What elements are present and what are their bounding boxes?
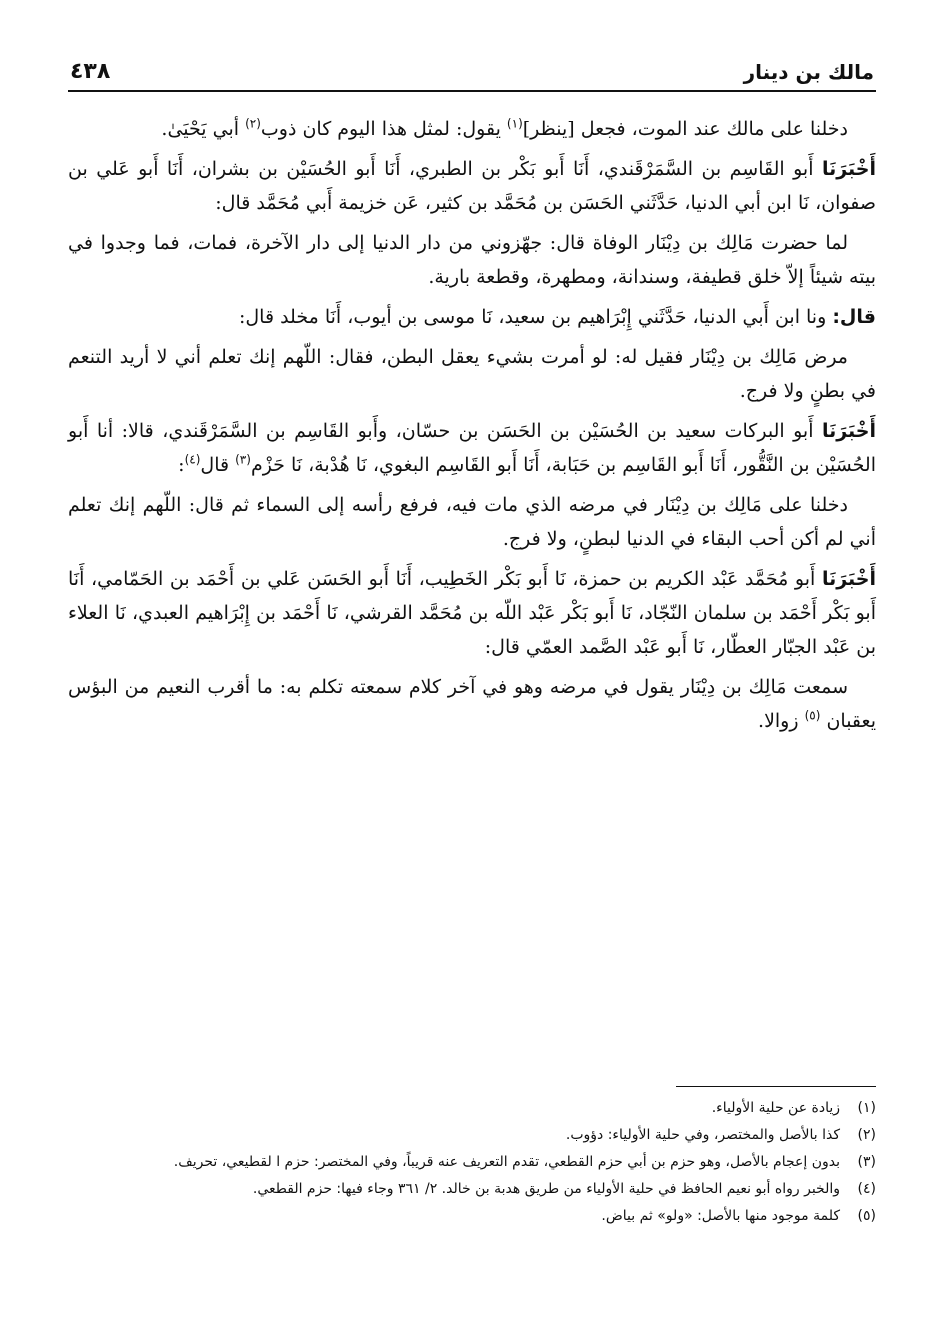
- footnote-item: [68, 1122, 876, 1149]
- isnad-paragraph: [68, 152, 876, 220]
- quote-paragraph: [68, 226, 876, 294]
- quote-paragraph: [68, 340, 876, 408]
- quote-paragraph: [68, 670, 876, 738]
- paragraph-text: أَبو القَاسِم بن السَّمَرْقَندي، أَنَا أَبو بَكْر بن الطبري، أَنَا أَبو الحُسَيْن بن بشران، أَنَا أَبو عَلي بن صفوان، نَا ابن أبي الدنيا، حَدَّثَني الحَسَن بن مُحَمَّد بن كثير، عَن خزيمة أَبي مُحَمَّد قال:: [68, 158, 876, 214]
- footnote-text: بدون إعجام بالأصل، وهو حزم بن أبي حزم القطعي، تقدم التعريف عنه قريباً، وفي المختصر: حزم ا لقطيعي، تحريف.: [173, 1154, 840, 1170]
- quote-paragraph: [68, 488, 876, 556]
- footnote-text: والخبر رواه أبو نعيم الحافظ في حلية الأولياء من طريق هدبة بن خالد. ٢/ ٣٦١ وجاء فيها: حزم القطعي.: [252, 1181, 840, 1197]
- footnote-text: كلمة موجود منها بالأصل: «ولو» ثم بياض.: [601, 1208, 840, 1224]
- isnad-paragraph: [68, 414, 876, 482]
- footnote-item: [68, 1203, 876, 1230]
- isnad-paragraph: [68, 562, 876, 664]
- footnote-item: [68, 1095, 876, 1122]
- footnote-separator: [676, 1086, 876, 1087]
- paragraph-text: ونا ابن أَبي الدنيا، حَدَّثَني إِبْرَاهيم بن سعيد، نَا موسى بن أيوب، أَنَا مخلد قال:: [238, 306, 833, 328]
- paragraph-text: دخلنا على مَالِك بن دِيْنَار في مرضه الذي مات فيه، فرفع رأسه إلى السماء ثم قال: اللّهم إنك تعلم أني لم أكن أحب البقاء في الدنيا لبطنٍ، ولا فرج.: [68, 494, 876, 550]
- footnote-number: (٤): [857, 1181, 876, 1197]
- paragraph-text: مرض مَالِك بن دِيْنَار فقيل له: لو أمرت بشيء يعقل البطن، فقال: اللّهم إنك تعلم أني لا أريد التنعم في بطنٍ ولا فرج.: [68, 346, 876, 402]
- footnote-number: (٥): [857, 1208, 876, 1224]
- quote-paragraph: [68, 112, 876, 146]
- footnote-reference: (٤): [184, 452, 201, 467]
- paragraph-lead-word: أَخْبَرَنَا: [821, 158, 876, 180]
- footnote-item: [68, 1176, 876, 1203]
- page-header: [68, 44, 876, 92]
- paragraph-text: زوالا.: [758, 710, 805, 732]
- page: [68, 44, 876, 1297]
- main-text: [68, 112, 876, 738]
- paragraph-lead-word: أَخْبَرَنَا: [821, 568, 876, 590]
- running-title: مالك بن دينار: [743, 60, 874, 84]
- isnad-paragraph: [68, 300, 876, 334]
- paragraph-text: أَبو البركات سعيد بن الحُسَيْن بن الحَسَن بن حسّان، وأَبو القَاسِم بن السَّمَرْقَندي، قالا: أنا أَبو الحُسَيْن بن النَّقُّور، أَنَا أَبو القَاسِم بن حَبَابة، أَنَا أَبو القَاسِم البغوي، نَا هُدْبة، نَا حَزْم: [68, 420, 876, 476]
- footnote-number: (١): [857, 1100, 876, 1116]
- paragraph-text: أبي يَحْيَىٰ.: [161, 118, 246, 140]
- footnote-item: [68, 1149, 876, 1176]
- paragraph-lead-word: قال:: [832, 306, 876, 328]
- paragraph-text: سمعت مَالِك بن دِيْنَار يقول في مرضه وهو في آخر كلام سمعته تكلم به: ما أقرب النعيم من البؤس يعقبان: [68, 676, 876, 732]
- paragraph-text: دخلنا على مالك عند الموت، فجعل [ينظر]: [522, 118, 848, 140]
- paragraph-text: لما حضرت مَالِك بن دِيْنَار الوفاة قال: جهّزوني من دار الدنيا إلى دار الآخرة، فمات، فما وجدوا في بيته شيئاً إلاّ خلق قطيفة، وسندانة، ومطهرة، وقطعة بارية.: [68, 232, 876, 288]
- footnote-number: (٢): [857, 1127, 876, 1143]
- footnote-reference: (٢): [245, 116, 261, 131]
- footnote-reference: (١): [506, 116, 523, 131]
- paragraph-text: أَبو مُحَمَّد عَبْد الكريم بن حمزة، نَا أَبو بَكْر الخَطِيب، أَنَا أَبو الحَسَن عَلي بن أَحْمَد بن الحَمّامي، أَنَا أَبو بَكْر أَحْمَد بن سلمان النّجّاد، نَا أَبو بَكْر عَبْد اللّه بن مُحَمَّد القرشي، نَا أَحْمَد بن إِبْرَاهيم العبدي، نَا العلاء بن عَبْد الجبّار العطّار، نَا أَبو عَبْد الصَّمد العمّي قال:: [68, 568, 876, 658]
- footnotes: [68, 1086, 876, 1230]
- footnote-text: كذا بالأصل والمختصر، وفي حلية الأولياء: دؤوب.: [565, 1127, 840, 1143]
- paragraph-text: قال: [200, 454, 236, 476]
- footnote-text: زيادة عن حلية الأولياء.: [711, 1100, 840, 1116]
- paragraph-text: يقول: لمثل هذا اليوم كان ذوب: [260, 118, 507, 140]
- page-number: ٤٣٨: [70, 59, 111, 84]
- footnote-list: [68, 1095, 876, 1230]
- paragraph-text: :: [178, 454, 185, 476]
- footnote-reference: (٥): [804, 708, 821, 723]
- footnote-number: (٣): [857, 1154, 876, 1170]
- footnote-reference: (٣): [235, 452, 251, 467]
- paragraph-lead-word: أَخْبَرَنَا: [821, 420, 876, 442]
